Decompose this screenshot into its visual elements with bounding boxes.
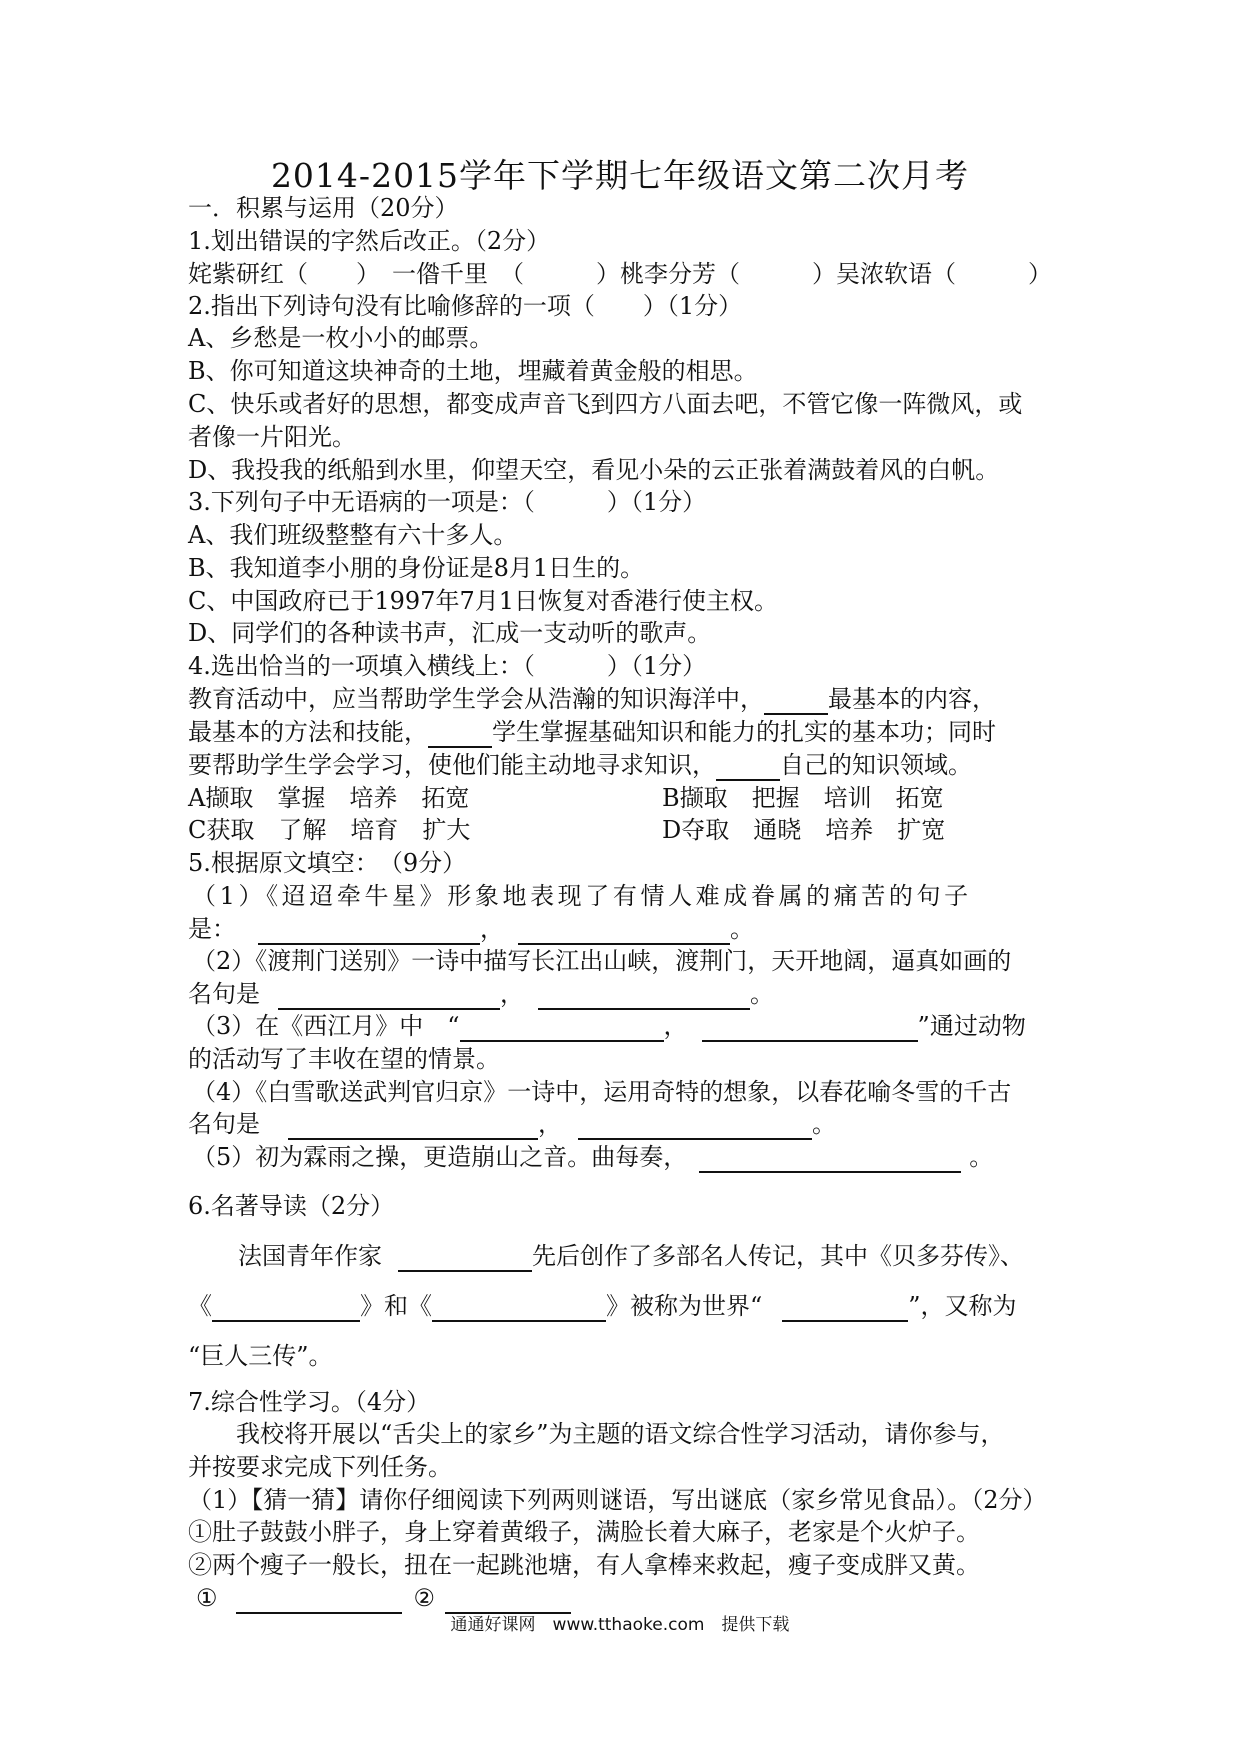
fill-blank[interactable]: [278, 984, 500, 1010]
fill-blank[interactable]: [702, 1016, 918, 1042]
fill-blank[interactable]: [212, 1296, 360, 1322]
q4-passage-line3: [188, 749, 972, 781]
q6-text: ”，又称为: [908, 1292, 1017, 1320]
q5-stem: 5.根据原文填空： （9分）: [188, 849, 467, 877]
fill-blank[interactable]: [699, 1147, 961, 1173]
q3-option-a: A、我们班级整整有六十多人。: [188, 521, 518, 549]
fill-blank[interactable]: [428, 722, 492, 748]
answer-marker: ①: [196, 1584, 218, 1612]
q6-stem: 6.名著导读（2分）: [188, 1192, 395, 1220]
footer-credit: 通通好课网 www.tthaoke.com 提供下载: [450, 1615, 790, 1635]
q2-option-c: C、快乐或者好的思想，都变成声音飞到四方八面去吧，不管它像一阵微风，或: [188, 390, 1023, 418]
q1-items: 姹紫研红（ ） 一偺千里 （ ）桃李分芳（ ）吴浓软语（ ）: [188, 260, 1052, 288]
fill-blank[interactable]: [578, 1114, 812, 1140]
q4-text: 要帮助学生学会学习，使他们能主动地寻求知识，: [188, 751, 716, 779]
punct: 。: [812, 1110, 836, 1138]
q6-line3: “巨人三传”。: [188, 1342, 333, 1370]
q5-item3-cont: 的活动写了丰收在望的情景。: [188, 1045, 500, 1073]
q6-text: 》和《: [360, 1292, 432, 1320]
punct: 。: [969, 1143, 994, 1171]
fill-blank[interactable]: [764, 689, 828, 715]
q6-line2: [188, 1290, 1017, 1322]
q4-option-d: D夺取 通晓 培养 扩宽: [662, 816, 946, 844]
q6-text: 先后创作了多部名人传记，其中《贝多芬传》、: [532, 1242, 1024, 1270]
q7-riddle1: ①肚子鼓鼓小胖子，身上穿着黄缎子，满脸长着大麻子，老家是个火炉子。: [188, 1518, 980, 1546]
punct: ，: [538, 1110, 562, 1138]
section-heading: 一．积累与运用（20分）: [188, 194, 459, 222]
q5-item5: [192, 1141, 993, 1173]
q2-option-a: A、乡愁是一枚小小的邮票。: [188, 324, 494, 352]
punct: 。: [730, 915, 754, 943]
fill-blank[interactable]: [398, 1246, 532, 1272]
fill-blank[interactable]: [782, 1296, 908, 1322]
q5-item2: （2）《渡荆门送别》一诗中描写长江出山峡，渡荆门，天开地阔，逼真如画的: [192, 947, 1012, 975]
q5-item1-answer: [188, 913, 754, 945]
q2-option-c-cont: 者像一片阳光。: [188, 423, 356, 451]
q5-item4: （4）《白雪歌送武判官归京》一诗中，运用奇特的想象，以春花喻冬雪的千古: [192, 1078, 1012, 1106]
q7-intro-cont: 并按要求完成下列任务。: [188, 1453, 452, 1481]
q5-text: （5）初为霖雨之操，更造崩山之音。曲每奏，: [192, 1143, 688, 1171]
q4-option-b: B撷取 把握 培训 拓宽: [662, 784, 944, 812]
q5-text: 名句是: [188, 1110, 260, 1138]
q1-stem: 1.划出错误的字然后改正。（2分）: [188, 227, 551, 255]
fill-blank[interactable]: [258, 919, 480, 945]
q4-text: 学生掌握基础知识和能力的扎实的基本功；同时: [492, 718, 996, 746]
q5-item3: [192, 1010, 1026, 1042]
fill-blank[interactable]: [716, 755, 780, 781]
q4-option-c: C获取 了解 培育 扩大: [188, 816, 471, 844]
q3-option-d: D、同学们的各种读书声，汇成一支动听的歌声。: [188, 619, 712, 647]
q5-text: 是：: [188, 915, 236, 943]
q5-text: 名句是: [188, 980, 260, 1008]
punct: 。: [750, 980, 774, 1008]
q4-text: 最基本的内容，: [828, 685, 996, 713]
q5-item2-answer: [188, 978, 774, 1010]
exam-title: 2014-2015学年下学期七年级语文第二次月考: [270, 156, 970, 195]
fill-blank[interactable]: [432, 1296, 606, 1322]
q6-text: 》被称为世界“: [606, 1292, 763, 1320]
q2-stem: 2.指出下列诗句没有比喻修辞的一项（ ）（1分）: [188, 292, 743, 320]
q6-text: 法国青年作家: [238, 1242, 382, 1270]
punct: ，: [500, 980, 524, 1008]
punct: ，: [480, 915, 504, 943]
q4-text: 教育活动中，应当帮助学生学会从浩瀚的知识海洋中，: [188, 685, 764, 713]
q4-text: 最基本的方法和技能，: [188, 718, 428, 746]
q5-text: （3）在《西江月》中 “: [192, 1012, 460, 1040]
q7-task1: （1）【猜一猜】请你仔细阅读下列两则谜语，写出谜底（家乡常见食品）。（2分）: [188, 1486, 1047, 1514]
q5-text: ”通过动物: [917, 1012, 1026, 1040]
q2-option-b: B、你可知道这块神奇的土地，埋藏着黄金般的相思。: [188, 357, 758, 385]
q4-text: 自己的知识领域。: [780, 751, 972, 779]
punct: ，: [663, 1012, 688, 1040]
q5-item1: （1）《迢迢牵牛星》形象地表现了有情人难成眷属的痛苦的句子: [192, 882, 972, 910]
q7-stem: 7.综合性学习。（4分）: [188, 1388, 431, 1416]
answer-marker: ②: [413, 1584, 436, 1612]
fill-blank[interactable]: [518, 919, 730, 945]
q4-passage-line2: [188, 716, 996, 748]
q7-riddle2: ②两个瘦子一般长，扭在一起跳池塘，有人拿棒来救起，瘦子变成胖又黄。: [188, 1551, 980, 1579]
fill-blank[interactable]: [538, 984, 750, 1010]
q4-passage-line1: [188, 683, 996, 715]
q3-option-c: C、中国政府已于1997年7月1日恢复对香港行使主权。: [188, 587, 778, 615]
q5-item4-answer: [188, 1108, 836, 1140]
q2-option-d: D、我投我的纸船到水里，仰望天空，看见小朵的云正张着满鼓着风的白帆。: [188, 456, 1000, 484]
q3-stem: 3.下列句子中无语病的一项是：（ ）（1分）: [188, 488, 707, 516]
q4-stem: 4.选出恰当的一项填入横线上：（ ）（1分）: [188, 652, 707, 680]
q6-text: 《: [188, 1292, 212, 1320]
fill-blank[interactable]: [288, 1114, 538, 1140]
q7-intro: 我校将开展以“舌尖上的家乡”为主题的语文综合性学习活动，请你参与，: [236, 1420, 1005, 1448]
fill-blank[interactable]: [460, 1016, 664, 1042]
q3-option-b: B、我知道李小朋的身份证是8月1日生的。: [188, 554, 645, 582]
q4-option-a: A撷取 掌握 培养 拓宽: [188, 784, 470, 812]
q6-line1: [238, 1240, 1024, 1272]
